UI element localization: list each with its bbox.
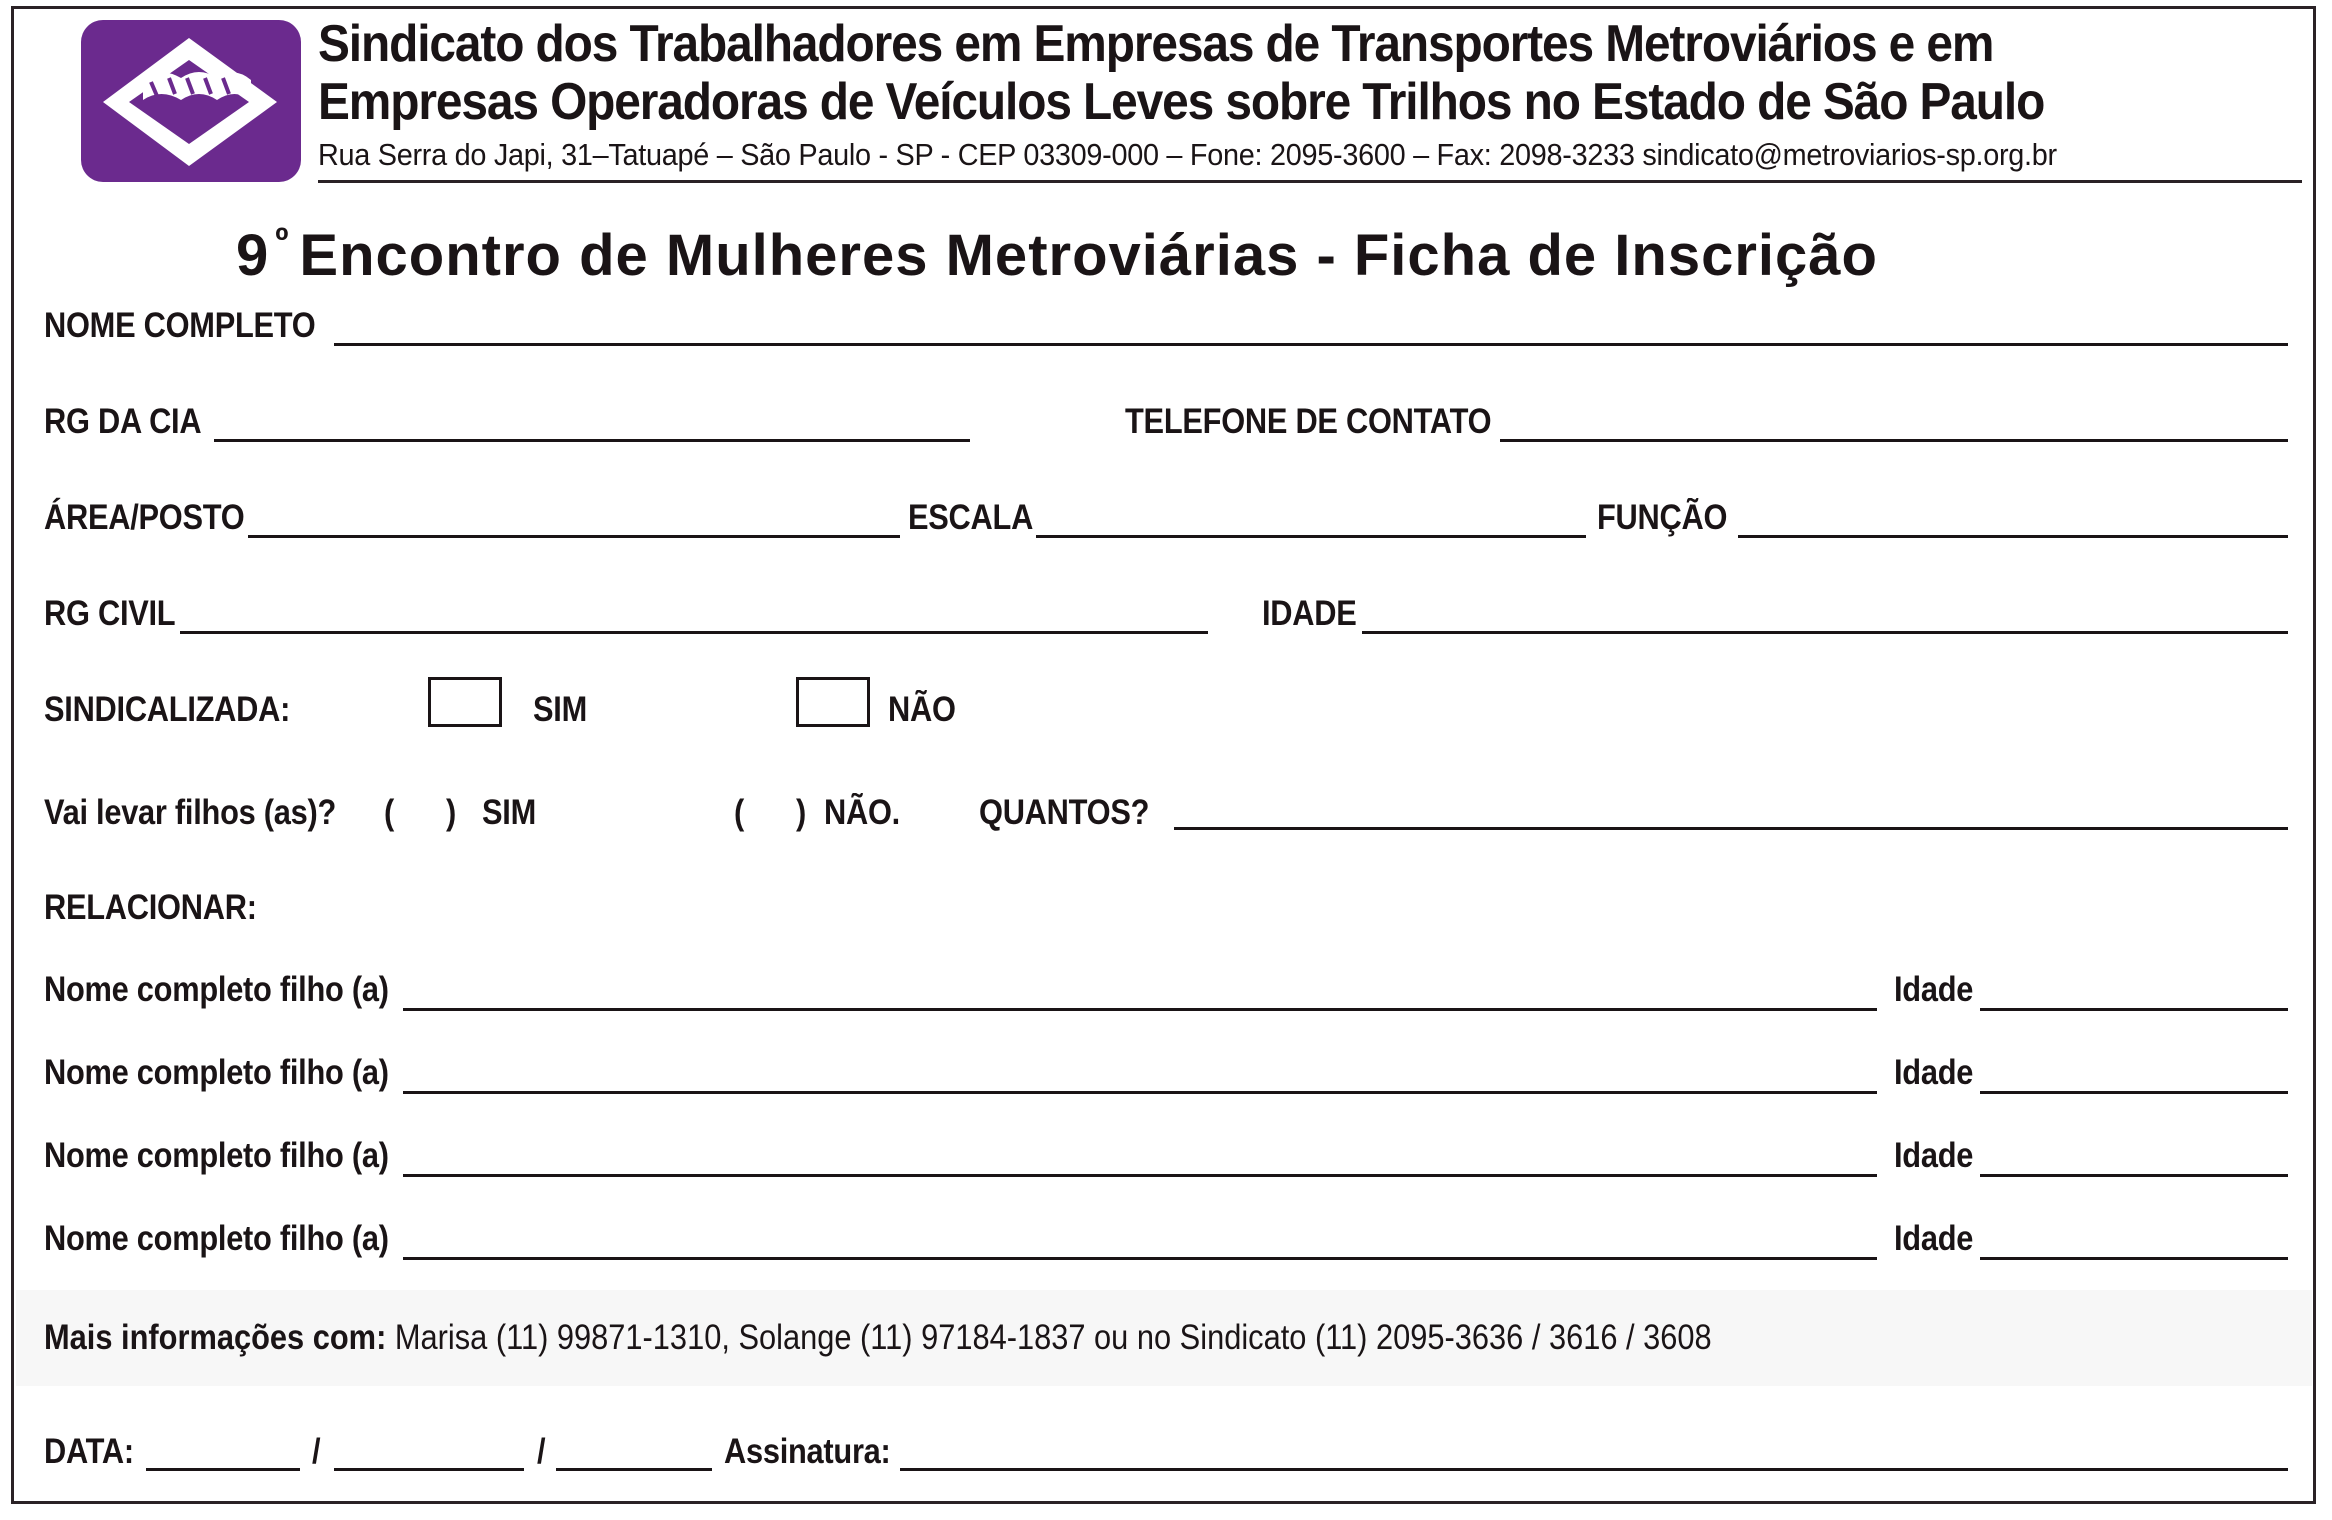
child-3-age-label: Idade <box>1894 1136 1974 1175</box>
child-2-age-label: Idade <box>1894 1053 1974 1092</box>
escala-field[interactable] <box>1036 535 1586 538</box>
union-logo <box>81 20 301 182</box>
assinatura-label: Assinatura: <box>724 1432 891 1471</box>
header-divider <box>318 180 2302 183</box>
filhos-question: Vai levar filhos (as)? <box>44 793 337 832</box>
child-1-age-field[interactable] <box>1980 1008 2288 1011</box>
quantos-label: QUANTOS? <box>979 793 1150 832</box>
filhos-sim-paren-open[interactable]: ( <box>384 793 394 832</box>
nome-completo-field[interactable] <box>334 343 2288 346</box>
child-2-name-label: Nome completo filho (a) <box>44 1053 389 1092</box>
rg-civil-label: RG CIVIL <box>44 594 176 633</box>
data-label: DATA: <box>44 1432 134 1471</box>
child-1-name-field[interactable] <box>403 1008 1877 1011</box>
title-number: 9 <box>236 223 270 288</box>
filhos-sim-paren-close[interactable]: ) <box>446 793 456 832</box>
rg-cia-field[interactable] <box>214 439 970 442</box>
more-info-contacts: Marisa (11) 99871-1310, Solange (11) 97184-1837 ou no Sindicato (11) 2095-3636 / 3616 / 3608 <box>394 1318 1712 1357</box>
idade-label: IDADE <box>1262 594 1357 633</box>
sindicalizada-nao-label: NÃO <box>888 690 956 729</box>
more-info-label: Mais informações com: <box>44 1318 387 1357</box>
child-3-name-field[interactable] <box>403 1174 1877 1177</box>
sindicalizada-label: SINDICALIZADA: <box>44 690 291 729</box>
child-1-age-label: Idade <box>1894 970 1974 1009</box>
rg-cia-label: RG DA CIA <box>44 402 202 441</box>
area-posto-field[interactable] <box>248 535 900 538</box>
funcao-label: FUNÇÃO <box>1597 498 1728 537</box>
union-address: Rua Serra do Japi, 31–Tatuapé – São Paulo - SP - CEP 03309-000 – Fone: 2095-3600 – Fax: 2098-3233 sindicato@metroviarios-sp.org.br <box>318 137 2057 172</box>
child-4-name-field[interactable] <box>403 1257 1877 1260</box>
date-slash-1: / <box>312 1432 321 1471</box>
union-name-line-1: Sindicato dos Trabalhadores em Empresas de Transportes Metroviários e em <box>318 15 1994 73</box>
date-year-field[interactable] <box>556 1468 712 1471</box>
form-title <box>236 206 1878 291</box>
assinatura-field[interactable] <box>900 1468 2288 1471</box>
sindicalizada-sim-checkbox[interactable] <box>428 677 502 727</box>
rg-civil-field[interactable] <box>180 631 1208 634</box>
area-posto-label: ÁREA/POSTO <box>44 498 245 537</box>
child-2-age-field[interactable] <box>1980 1091 2288 1094</box>
telefone-field[interactable] <box>1500 439 2288 442</box>
child-4-age-label: Idade <box>1894 1219 1974 1258</box>
child-4-name-label: Nome completo filho (a) <box>44 1219 389 1258</box>
telefone-label: TELEFONE DE CONTATO <box>1125 402 1492 441</box>
child-1-name-label: Nome completo filho (a) <box>44 970 389 1009</box>
escala-label: ESCALA <box>908 498 1034 537</box>
more-info <box>44 1318 1712 1358</box>
funcao-field[interactable] <box>1738 535 2288 538</box>
title-ordinal: º <box>275 220 290 261</box>
filhos-nao-paren-close[interactable]: ) <box>796 793 806 832</box>
filhos-sim-label: SIM <box>482 793 536 832</box>
sindicalizada-sim-label: SIM <box>533 690 587 729</box>
filhos-nao-paren-open[interactable]: ( <box>734 793 744 832</box>
filhos-nao-label: NÃO. <box>824 793 900 832</box>
child-4-age-field[interactable] <box>1980 1257 2288 1260</box>
idade-field[interactable] <box>1362 631 2288 634</box>
relacionar-label: RELACIONAR: <box>44 888 257 927</box>
quantos-field[interactable] <box>1174 827 2288 830</box>
child-3-name-label: Nome completo filho (a) <box>44 1136 389 1175</box>
title-text: Encontro de Mulheres Metroviárias - Ficha de Inscrição <box>299 223 1878 288</box>
date-month-field[interactable] <box>334 1468 524 1471</box>
union-name-line-2: Empresas Operadoras de Veículos Leves sobre Trilhos no Estado de São Paulo <box>318 73 2045 131</box>
date-slash-2: / <box>537 1432 546 1471</box>
nome-completo-label: NOME COMPLETO <box>44 306 316 345</box>
child-3-age-field[interactable] <box>1980 1174 2288 1177</box>
date-day-field[interactable] <box>146 1468 300 1471</box>
child-2-name-field[interactable] <box>403 1091 1877 1094</box>
sindicalizada-nao-checkbox[interactable] <box>796 677 870 727</box>
